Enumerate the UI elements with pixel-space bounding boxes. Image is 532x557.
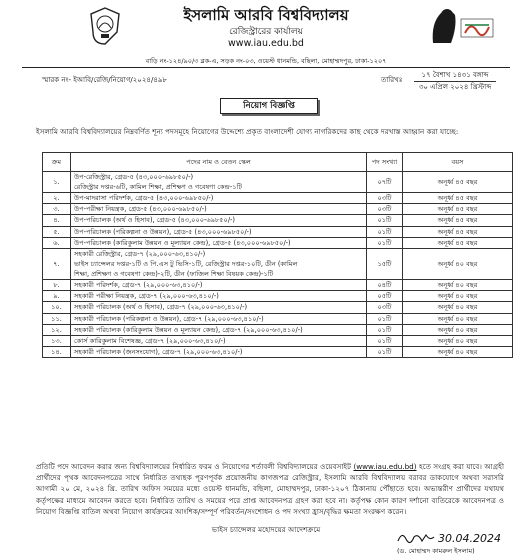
table-header-row (43, 153, 513, 172)
signature-date: 30.04.2024 (438, 532, 501, 545)
row-age: অনূর্ধ্ব ৪০ বছর (403, 248, 513, 279)
notice-title: নিয়োগ বিজ্ঞপ্তি (220, 98, 318, 114)
row-serial: ৩. (43, 204, 71, 215)
header-age: বয়স (403, 153, 513, 172)
row-serial: ১১. (43, 313, 71, 324)
date-english: ৩০ এপ্রিল ২০২৪ খ্রিস্টাব্দ (418, 83, 492, 91)
row-age: অনূর্ধ্ব ৪৫ বছর (403, 226, 513, 237)
table-row (43, 291, 513, 302)
row-age: অনূর্ধ্ব ৪৫ বছর (403, 172, 513, 193)
row-count: ০১টি (367, 237, 403, 248)
row-age: অনূর্ধ্ব ৪০ বছর (403, 279, 513, 290)
application-instructions (36, 461, 504, 517)
table-row (43, 347, 513, 358)
row-count: ০৩টি (367, 204, 403, 215)
website-link[interactable]: (www.iau.edu.bd) (353, 462, 417, 471)
row-serial: ১২. (43, 324, 71, 335)
row-serial: ১৩. (43, 335, 71, 346)
row-age: অনূর্ধ্ব ৪৫ বছর (403, 193, 513, 204)
header-count: পদ সংখ্যা (367, 153, 403, 172)
row-count: ০৪টি (367, 279, 403, 290)
table-row (43, 226, 513, 237)
row-count: ০১টি (367, 226, 403, 237)
instructions-text-end: হতে সংগ্রহ করা যাবে। আগ্রহী প্রার্থীদের পৃথক আবেদনপত্রের সাথে নির্ধারিত তথ্যছক পূরণপূর্বক প্রয়োজনীয় কাগজপত্র রেজিস্ট্রার, ইসলামি আরবি বিশ্ববিদ্যালয় বরাবর ডাকযোগে অথবা সরাসরি আগামী ২০ মে, ২০২৪ খ্রি. তারিখ অফিস সময়ের মধ্যে ওয়েস্ট ধানমন্ডি, বছিলা, মোহাম্মদপুর, ঢাকা-১২০৭ ঠিকানায় পৌঁছাতে হবে। অভ্যন্তরীণ প্রার্থীদের যথাযথ কর্তৃপক্ষের মাধ্যমে আবেদন করতে হবে। নির্ধারিত তারিখ ও সময়ের পরে প্রাপ্ত আবেদনপত্র গ্রহণ করা হবে না। কর্তৃপক্ষ কোন কারণ দর্শানো ব্যতিরেকে আবেদনপত্র ও নিয়োগ বিজ্ঞপ্তি বাতিল অথবা নিয়োগ কার্যক্রমের আংশিক/সম্পূর্ণ পরিবর্তন/সংশোধন ও পদ সংখ্যা হ্রাস/বৃদ্ধির ক্ষমতা সংরক্ষণ করেন। (36, 462, 505, 516)
university-website[interactable]: www.iau.edu.bd (228, 38, 304, 49)
row-post: সহকারী রেজিস্ট্রার, গ্রেড-৭ (২৯,০০০-৬৩,৪১০/-) ভাইস চ্যান্সেলর দপ্তর-১টি ও পি.এস টু ভিসি-১টি, রেজিস্ট্রার দপ্তর-১০টি, ডীন (কামিল শিক্ষা, প্রশিক্ষণ ও গবেষণা কেন্দ্র)-২টি, ডীন (ফাজিল শিক্ষা বিষয়ক কেন্দ্র)-১টি (71, 248, 367, 279)
row-serial: ১. (43, 172, 71, 193)
table-row (43, 302, 513, 313)
memo-date (410, 70, 500, 93)
row-post: উপ-মাদরাসা পরিদর্শক, গ্রেড-৫ (৪৩,০০০-৬৯৮৫০/-) (71, 193, 367, 204)
office-name: রেজিস্ট্রারের কার্যালয় (229, 27, 303, 37)
row-count: ০১টি (367, 335, 403, 346)
table-row (43, 193, 513, 204)
row-count: ০৩টি (367, 302, 403, 313)
row-post: সহকারী পরিচালক (জনসংযোগ), গ্রেড-৭ (২৯,০০০-৬৩,৪১০/-) (71, 347, 367, 358)
date-bangla: ১৭ বৈশাখ ১৪৩১ বঙ্গাব্দ (421, 71, 489, 79)
row-post: উপ-পরিচালক (অর্থ ও হিসাব), গ্রেড-৫ (৪৩,০০০-৬৯৮৫০/-) (71, 215, 367, 226)
by-order-text: ভাইস চ্যান্সেলর মহোদয়ের আদেশক্রমে (211, 525, 321, 534)
row-serial: ৭. (43, 248, 71, 279)
university-name: ইসলামি আরবি বিশ্ববিদ্যালয় (183, 6, 349, 24)
row-post: উপ-পরীক্ষা নিয়ন্ত্রক, গ্রেড-৫ (৪৩,০০০-৬৯৮৫০/-) (71, 204, 367, 215)
row-serial: ৮. (43, 279, 71, 290)
university-address: বাড়ি নং-১২৪/৯০/৩ ব্লক-এ, সড়ক নং-০৩, ওয়েস্ট ধানমন্ডি, বছিলা, মোহাম্মদপুর, ঢাকা-১২০৭ (145, 57, 387, 65)
row-serial: ৪. (43, 215, 71, 226)
row-age: অনূর্ধ্ব ৪০ বছর (403, 313, 513, 324)
row-post: সহকারী পরিচালক (পরিকল্পনা ও উন্নয়ন), গ্রেড-৭ (২৯,০০০-৬৩,৪১০/-) (71, 313, 367, 324)
table-row (43, 204, 513, 215)
row-post: উপ-পরিচালক (কারিকুলাম উন্নয়ন ও মূল্যায়ন কেন্দ্র), গ্রেড-৫ (৪৩,০০০-৬৯৮৫০/-) (71, 237, 367, 248)
row-post: সহকারী পরিদর্শক, গ্রেড-৭ (২৯,০০০-৬৩,৪১০/-) (71, 279, 367, 290)
row-post: সহকারী পরিচালক (অর্থ ও হিসাব), গ্রেড-৭ (২৯,০০০-৬৩,৪১০/-) (71, 302, 367, 313)
row-age: অনূর্ধ্ব ৪০ বছর (403, 291, 513, 302)
posts-table-body (43, 172, 513, 358)
row-serial: ১৪. (43, 347, 71, 358)
row-count: ০৫টি (367, 291, 403, 302)
table-row (43, 237, 513, 248)
table-row (43, 313, 513, 324)
header-divider (22, 67, 510, 68)
header-post: পদের নাম ও বেতন স্কেল (71, 153, 367, 172)
row-post: সহকারী পরিচালক (কারিকুলাম উন্নয়ন ও মূল্যায়ন কেন্দ্র), গ্রেড-৭ (২৯,০০০-৬৩,৪১০/-) (71, 324, 367, 335)
header-serial: ক্রম (43, 153, 71, 172)
memo-reference: স্মারক নং- ইআবি/রেজি/নিয়োগ/২০২৪/৪৯৮ (42, 76, 167, 84)
row-post: উপ-পরিচালক (পরিকল্পনা ও উন্নয়ন), গ্রেড-৫ (৪৩,০০০-৬৯৮৫০/-) (71, 226, 367, 237)
notice-intro: ইসলামি আরবি বিশ্ববিদ্যালয়ের নিম্নবর্ণিত শূন্য পদসমূহে নিয়োগের উদ্দেশ্যে প্রকৃত বাংলাদেশী যোগ্য নাগরিকদের কাছ থেকে দরখাস্ত আহ্বান করা যাচ্ছে: (36, 127, 459, 136)
row-age: অনূর্ধ্ব ৪০ বছর (403, 302, 513, 313)
date-label: তারিখঃ (381, 76, 403, 84)
row-age: অনূর্ধ্ব ৪৫ বছর (403, 215, 513, 226)
row-post: কোর্স কারিকুলাম বিশেষজ্ঞ, গ্রেড-৭ (২৯,০০০-৬৩,৪১০/-) (71, 335, 367, 346)
row-age: অনূর্ধ্ব ৪০ বছর (403, 324, 513, 335)
posts-table (42, 152, 513, 358)
row-count: ১৫টি (367, 248, 403, 279)
row-age: অনূর্ধ্ব ৪৫ বছর (403, 237, 513, 248)
row-count: ০৭টি (367, 172, 403, 193)
table-row (43, 172, 513, 193)
row-count: ০৩টি (367, 193, 403, 204)
row-age: অনূর্ধ্ব ৪০ বছর (403, 335, 513, 346)
row-serial: ২. (43, 193, 71, 204)
row-serial: ১০. (43, 302, 71, 313)
row-serial: ৯. (43, 291, 71, 302)
handwritten-signature (396, 527, 512, 547)
row-serial: ৫. (43, 226, 71, 237)
row-age: অনূর্ধ্ব ৪৫ বছর (403, 204, 513, 215)
row-post: সহকারী পরীক্ষা নিয়ন্ত্রক, গ্রেড-৭ (২৯,০০০-৬৩,৪১০/-) (71, 291, 367, 302)
row-age: অনূর্ধ্ব ৪০ বছর (403, 347, 513, 358)
row-serial: ৬. (43, 237, 71, 248)
row-count: ০১টি (367, 215, 403, 226)
row-count: ০১টি (367, 324, 403, 335)
row-count: ০১টি (367, 347, 403, 358)
row-post: উপ-রেজিস্ট্রার, গ্রেড-৫ (৪৩,০০০-৬৯৮৫০/-) রেজিস্ট্রার দপ্তর-৬টি, কামিল শিক্ষা, প্রশিক্ষণ ও গবেষণা কেন্দ্র-১টি (71, 172, 367, 193)
instructions-text-start: প্রতিটি পদে আবেদন করার জন্য বিশ্ববিদ্যালয়ের নির্ধারিত ফরম ও নিয়োগের শর্তাবলী বিশ্ববিদ্যালয়ের ওয়েবসাইট (36, 462, 352, 471)
table-row (43, 248, 513, 279)
table-row (43, 279, 513, 290)
table-row (43, 215, 513, 226)
table-row (43, 324, 513, 335)
row-count: ০১টি (367, 313, 403, 324)
table-row (43, 335, 513, 346)
signatory-name: (ড. মোহাম্মদ কামরুল ইসলাম) (397, 547, 475, 555)
